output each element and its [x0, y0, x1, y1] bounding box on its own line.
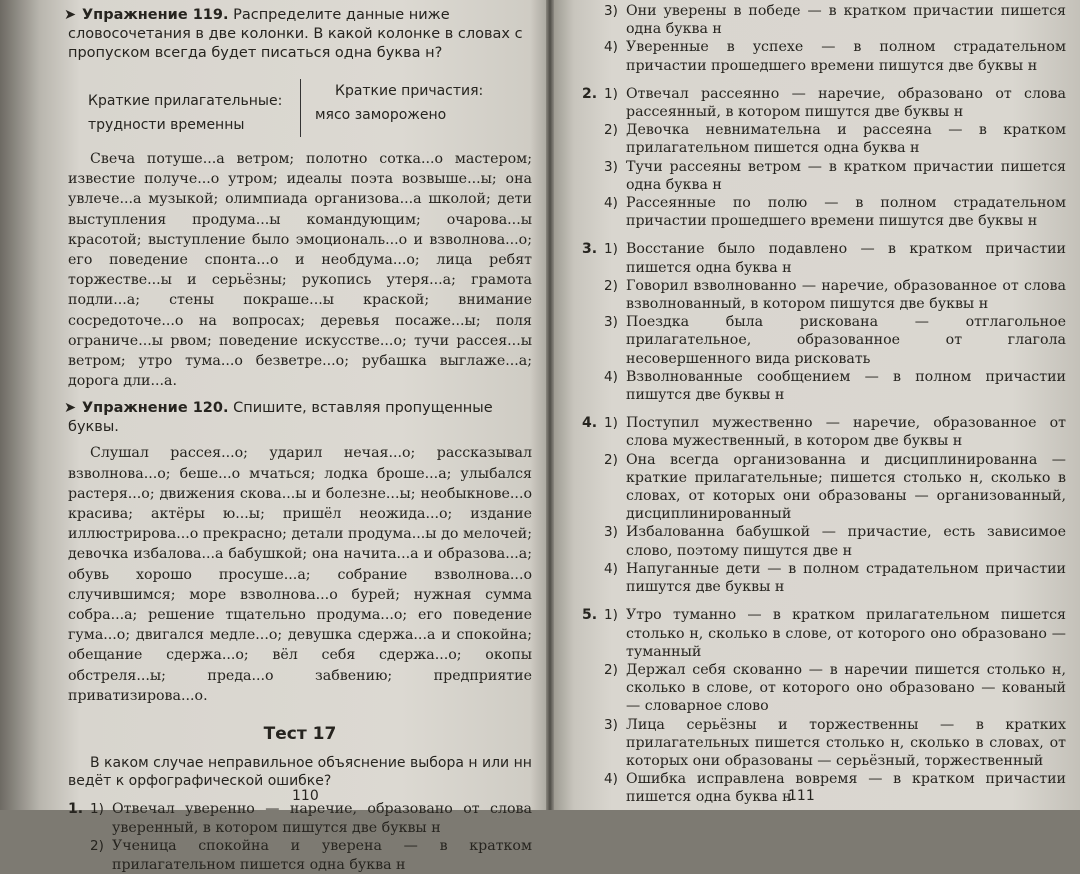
task-3: [582, 240, 1066, 404]
exercise-119-instruction: Распределите данные ниже словосочетания в две колонки. В какой колонке в словах с пропуском всегда будет писаться одна буква н?: [68, 7, 523, 61]
option-text: Отвечал рассеянно — наречие, образовано от слова рассеянный, в котором пишутся две буквы н: [626, 85, 1066, 121]
book-spine: [546, 0, 554, 810]
task-2: [582, 85, 1066, 231]
option-text: Они уверены в победе — в кратком причастии пишется одна буква н: [626, 3, 1066, 38]
exercise-119-body: Свеча потуше...а ветром; полотно сотка...о мастером; известие получе...о утром; идеалы поэта возвыше...ы; она увлече...а музыкой; олимпиада организова...а школой; дети выступления продума...ы командующим; очарова...ы красотой; выступление было эмоциональ...о и взволнова...о; его поведение спонта...о и необдума...о; лица ребят торжестве...ы и серьёзны; рукопись утеря...а; грамота подли...а; стены покраше...ы краской; внимание сосредоточе...о на вопросах; деревья посаже...ы; поля ограниче...ы рвом; поведение искусстве...о; тучи рассея...ы ветром; утро тума...о безветре...о; рубашка выглаже...а; дорога дли...а.: [68, 151, 532, 390]
task-number: 2.: [582, 85, 598, 102]
option-text: Тучи рассеяны ветром — в кратком причастии пишется одна буква н: [626, 158, 1066, 193]
option-text: Избалованна бабушкой — причастие, есть зависимое слово, поэтому пишутся две н: [626, 524, 1066, 559]
exercise-120-instruction: Спишите, вставляя пропущенные буквы.: [68, 400, 493, 436]
task-number: 5.: [582, 607, 598, 624]
option-item: 1) Отвечал рассеянно — наречие, образовано от слова рассеянный, в котором пишутся две буквы н: [604, 85, 1066, 121]
task-number: 1.: [68, 801, 84, 818]
option-list: [604, 414, 1066, 596]
option-item: 1) Поступил мужественно — наречие, образованное от слова мужественный, в котором две буквы н: [604, 415, 1066, 450]
option-item: 4) Рассеянные по полю — в полном страдательном причастии прошедшего времени пишутся две буквы н: [604, 195, 1066, 230]
arrow-icon: ➤: [64, 400, 77, 417]
option-item: 1) Восстание было подавлено — в кратком причастии пишется одна буква н: [604, 241, 1066, 276]
task-number: 3.: [582, 241, 598, 258]
task-4: [582, 414, 1066, 596]
option-list: [604, 2, 1066, 75]
task-1-continued: [582, 2, 1066, 75]
option-text: Отвечал уверенно — наречие, образовано от слова уверенный, в котором пишутся две буквы н: [112, 801, 532, 836]
option-text: Лица серьёзны и торжественны — в кратких прилагательных пишется столько н, сколько в словах, от которых они образованы — серьёзный, торжественный: [626, 716, 1066, 769]
option-text: Девочка невнимательна и рассеяна — в кратком прилагательном пишется одна буква н: [626, 122, 1066, 157]
option-item: 3) Лица серьёзны и торжественны — в кратких прилагательных пишется столько н, сколько в словах, от которых они образованы — серьёзный, торжественный: [604, 716, 1066, 769]
option-text: Она всегда организованна и дисциплинированна — краткие прилагательные; пишется столько н, сколько в словах, от которых они образованы — организованный, дисциплинированный: [626, 451, 1066, 523]
option-item: 4) Уверенные в успехе — в полном страдательном причастии прошедшего времени пишутся две буквы н: [604, 39, 1066, 74]
option-item: 4) Ошибка исправлена вовремя — в кратком причастии пишется одна буква н: [604, 771, 1066, 806]
page-number-right: 111: [788, 788, 815, 804]
option-text: Восстание было подавлено — в кратком причастии пишется одна буква н: [626, 241, 1066, 276]
option-list: [604, 606, 1066, 806]
exercise-120-body: Слушал рассея...о; ударил нечая...о; рассказывал взволнова...о; беше...о мчаться; лодка броше...а; улыбался растеря...о; движения скова...ы и болезне...ы; необыкнове...о красива; актёры ю...ы; пришёл неожида...о; издание иллюстрирова...о прекрасно; детали продума...ы до мелочей; девочка избалова...а бабушкой; она начита...а и образова...а; обувь хорошо просуше...а; собрание взволнова...о случившимся; море взволнова...о бурей; нужная сумма собра...а; решение тщательно продума...о; его поведение гума...о; двигался медле...о; девушка сдержа...а и спокойна; обещание сдержа...о; вёл себя сдержа...о; окопы обстреля...ы; преда...о забвению; предприятие приватизирова...о.: [68, 445, 532, 704]
arrow-icon: ➤: [64, 7, 77, 23]
option-item: 3) Они уверены в победе — в кратком причастии пишется одна буква н: [604, 3, 1066, 38]
column-1-header: Краткие прилагательные:: [88, 93, 283, 109]
column-2-header: Краткие причастия:: [335, 83, 484, 99]
option-text: Утро туманно — в кратком прилагательном пишется столько н, сколько в слове, от которого оно образовано — туманный: [626, 607, 1066, 660]
exercise-119-label: Упражнение 119.: [82, 7, 229, 23]
option-text: Говорил взволнованно — наречие, образованное от слова взволнованный, в котором пишутся две буквы н: [626, 277, 1066, 313]
option-item: 1) Отвечал уверенно — наречие, образовано от слова уверенный, в котором пишутся две буквы н: [90, 801, 532, 836]
option-item: 3) Поездка была рискована — отглагольное прилагательное, образованное от глагола несовершенного вида рисковать: [604, 314, 1066, 367]
exercise-119-heading: [64, 6, 532, 63]
option-text: Ученица спокойна и уверена — в кратком прилагательном пишется одна буква н: [112, 838, 532, 873]
column-2-example: мясо заморожено: [315, 107, 447, 123]
option-item: 1) Утро туманно — в кратком прилагательном пишется столько н, сколько в слове, от которого оно образовано — туманный: [604, 607, 1066, 660]
page-number-left: 110: [292, 788, 319, 804]
exercise-120-label: Упражнение 120.: [82, 400, 229, 417]
exercise-120-heading: [64, 399, 532, 437]
option-text: Ошибка исправлена вовремя — в кратком причастии пишется одна буква н: [626, 771, 1066, 806]
task-5: [582, 606, 1066, 806]
option-list: [604, 85, 1066, 231]
column-1-example: трудности временны: [88, 117, 245, 133]
option-text: Поездка была рискована — отглагольное прилагательное, образованное от глагола несовершенного вида рисковать: [626, 314, 1066, 367]
column-short-participles: [300, 79, 483, 137]
option-list: [604, 240, 1066, 404]
option-text: Взволнованные сообщением — в полном причастии пишутся две буквы н: [626, 368, 1066, 404]
option-item: 2) Держал себя скованно — в наречии пишется столько н, сколько в слове, от которого оно образовано — кованый — словарное слово: [604, 661, 1066, 715]
option-item: 2) Девочка невнимательна и рассеяна — в кратком прилагательном пишется одна буква н: [604, 122, 1066, 157]
option-item: 2) Говорил взволнованно — наречие, образованное от слова взволнованный, в котором пишутся две буквы н: [604, 277, 1066, 313]
task-number: 4.: [582, 415, 598, 432]
option-text: Рассеянные по полю — в полном страдательном причастии прошедшего времени пишутся две буквы н: [626, 195, 1066, 230]
test-question: В каком случае неправильное объяснение выбора н или нн ведёт к орфографической ошибке?: [68, 755, 532, 790]
columns-table: [88, 79, 532, 137]
option-item: 2) Она всегда организованна и дисциплинированна — краткие прилагательные; пишется столько н, сколько в словах, от которых они образованы — организованный, дисциплинированный: [604, 451, 1066, 523]
option-list: [90, 800, 532, 874]
option-item: 3) Избалованна бабушкой — причастие, есть зависимое слово, поэтому пишутся две н: [604, 524, 1066, 559]
option-item: 2) Ученица спокойна и уверена — в кратком прилагательном пишется одна буква н: [90, 838, 532, 873]
option-text: Поступил мужественно — наречие, образованное от слова мужественный, в котором две буквы н: [626, 415, 1066, 450]
column-short-adjectives: [88, 79, 300, 137]
option-text: Напуганные дети — в полном страдательном причастии пишутся две буквы н: [626, 560, 1066, 596]
task-1: [68, 800, 532, 874]
test-title: Тест 17: [263, 724, 337, 745]
option-text: Держал себя скованно — в наречии пишется столько н, сколько в слове, от которого оно образовано — кованый — словарное слово: [626, 661, 1066, 715]
right-page: [552, 0, 1080, 810]
option-text: Уверенные в успехе — в полном страдательном причастии прошедшего времени пишутся две буквы н: [626, 39, 1066, 74]
option-item: 4) Напуганные дети — в полном страдательном причастии пишутся две буквы н: [604, 560, 1066, 596]
option-item: 4) Взволнованные сообщением — в полном причастии пишутся две буквы н: [604, 368, 1066, 404]
option-item: 3) Тучи рассеяны ветром — в кратком причастии пишется одна буква н: [604, 158, 1066, 193]
